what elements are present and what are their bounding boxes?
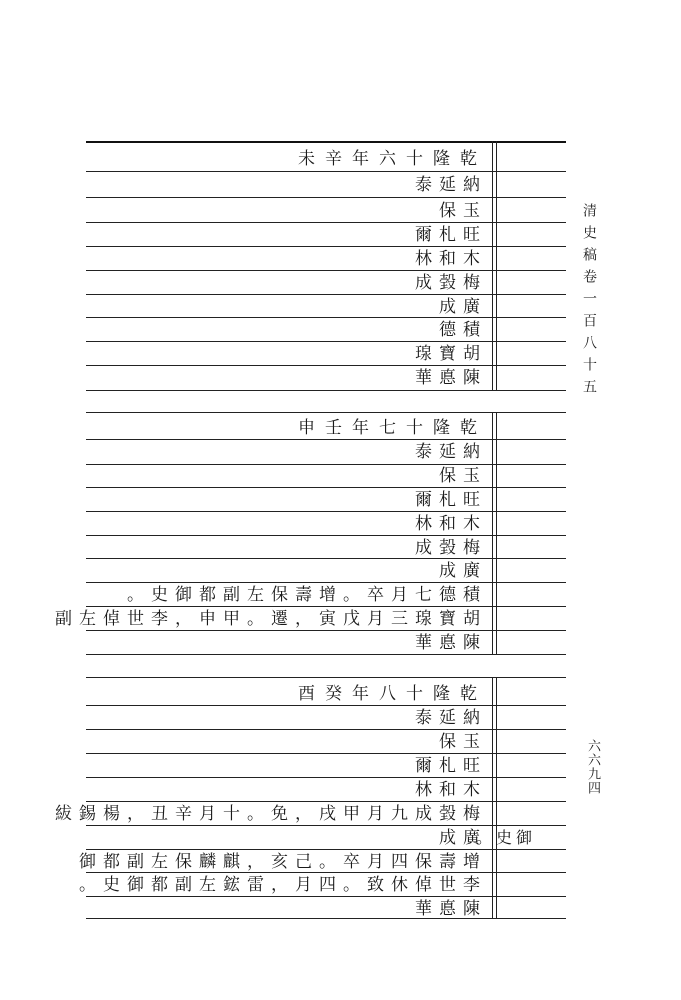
- row-rule: [86, 439, 566, 440]
- table-row: 御都副左保麟麒，亥己。卒月四保壽增: [79, 852, 487, 872]
- year-heading: 申壬年七十隆乾: [298, 418, 487, 438]
- row-rule: [86, 246, 566, 247]
- table-row: 成㲄梅: [415, 538, 487, 558]
- section-spacer-rule: [86, 412, 566, 413]
- section-bottom-rule: [86, 654, 566, 655]
- row-rule: [86, 535, 566, 536]
- section-bottom-rule: [86, 390, 566, 391]
- row-rule: [86, 270, 566, 271]
- year-heading: 未辛年六十隆乾: [298, 149, 487, 169]
- table-row: 華悳陳: [415, 899, 487, 919]
- row-rule: [86, 801, 566, 802]
- row-rule: [86, 365, 566, 366]
- row-rule: [86, 753, 566, 754]
- row-rule: [86, 872, 566, 873]
- table-row-side-note: 。史御: [475, 828, 536, 847]
- column-divider: [492, 412, 493, 654]
- row-rule: [86, 777, 566, 778]
- table-row: 爾札旺: [415, 225, 487, 245]
- column-divider: [492, 677, 493, 918]
- column-divider: [496, 677, 497, 918]
- row-rule: [86, 197, 566, 198]
- section-spacer-rule: [86, 677, 566, 678]
- year-heading: 酉癸年八十隆乾: [298, 684, 487, 704]
- row-rule: [86, 294, 566, 295]
- row-rule: [86, 511, 566, 512]
- row-rule: [86, 729, 566, 730]
- row-rule: [86, 487, 566, 488]
- table-row: 。史御都副左鋐雷，月四。致休倬世李: [79, 875, 487, 895]
- row-rule: [86, 630, 566, 631]
- column-divider: [496, 141, 497, 391]
- table-row: 保玉: [439, 732, 487, 752]
- table-row: 華悳陳: [415, 633, 487, 653]
- table-row: 成㲄梅: [415, 273, 487, 293]
- table-row: 瑔寶胡: [415, 344, 487, 364]
- section-top-rule: [86, 141, 566, 143]
- table-row: 爾札旺: [415, 756, 487, 776]
- table-row: 林和木: [415, 780, 487, 800]
- table-row: 德積: [439, 320, 487, 340]
- table-row: 成廣: [439, 297, 487, 317]
- row-rule: [86, 825, 566, 826]
- row-rule: [86, 341, 566, 342]
- table-row: 爾札旺: [415, 490, 487, 510]
- row-rule: [86, 849, 566, 850]
- row-rule: [86, 464, 566, 465]
- table-row: 華悳陳: [415, 368, 487, 388]
- row-rule: [86, 582, 566, 583]
- table-row: 泰延納: [415, 175, 487, 195]
- row-rule: [86, 222, 566, 223]
- table-row: 保玉: [439, 201, 487, 221]
- table-row: 泰延納: [415, 708, 487, 728]
- table-row: 林和木: [415, 249, 487, 269]
- section-bottom-rule: [86, 918, 566, 919]
- table-row: 泰延納: [415, 442, 487, 462]
- row-rule: [86, 558, 566, 559]
- row-rule: [86, 606, 566, 607]
- column-divider: [492, 141, 493, 391]
- table-row: 。史御都副左保壽增。卒月七德積: [127, 585, 487, 605]
- table-row: 成廣: [439, 828, 487, 848]
- side-title: 清史稿卷一百八十五: [581, 203, 597, 401]
- table-row: 保玉: [439, 466, 487, 486]
- table-row: 副左倬世李，申甲。遷，寅戊月三瑔寶胡: [55, 609, 487, 629]
- row-rule: [86, 317, 566, 318]
- table-row: 林和木: [415, 514, 487, 534]
- table-row: 成廣: [439, 561, 487, 581]
- row-rule: [86, 705, 566, 706]
- row-rule: [86, 896, 566, 897]
- row-rule: [86, 171, 566, 172]
- column-divider: [496, 412, 497, 654]
- page-number: 六六九四: [585, 739, 600, 795]
- table-row: 紱錫楊，丑辛月十。免，戌甲月九成㲄梅: [55, 804, 487, 824]
